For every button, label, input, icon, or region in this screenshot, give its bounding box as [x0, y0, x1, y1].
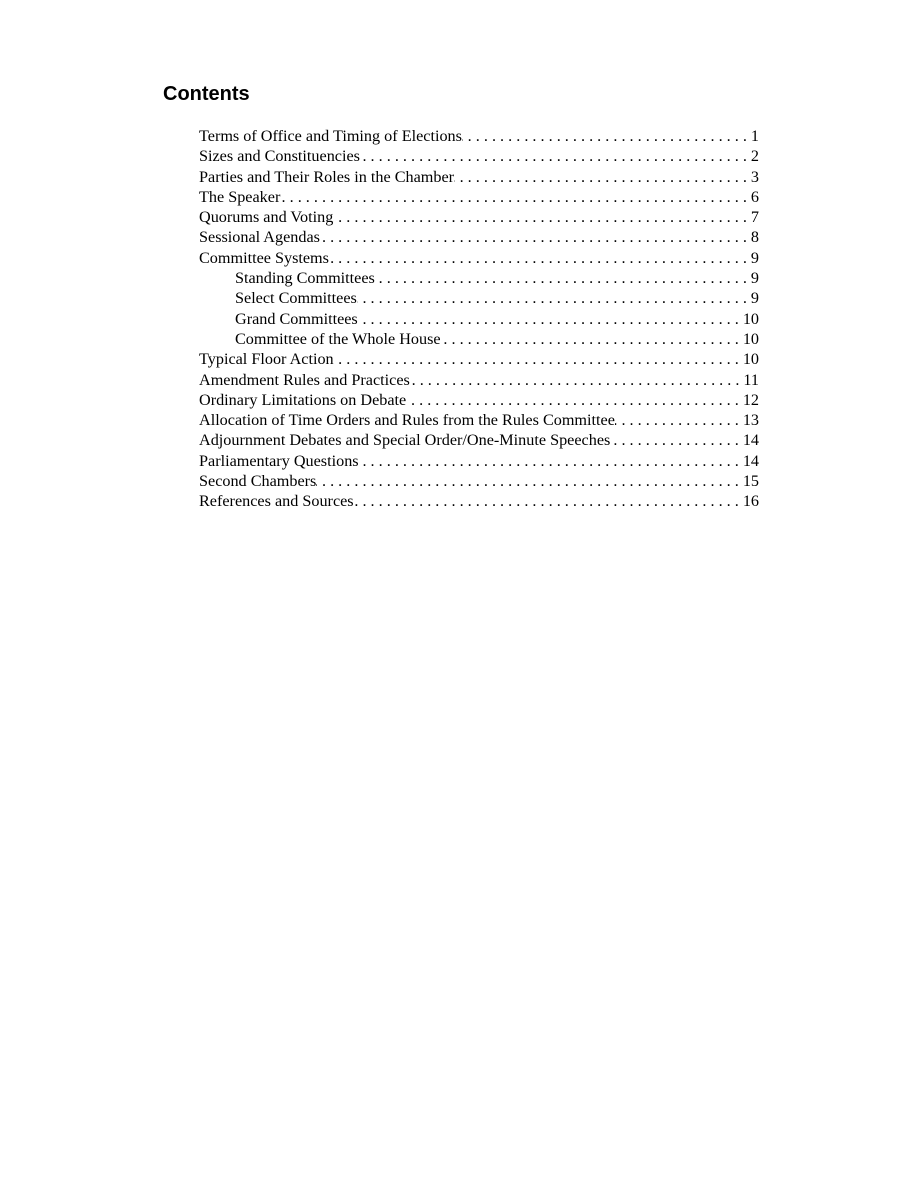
dot-leader [610, 430, 743, 450]
dot-leader [280, 187, 751, 207]
toc-entry[interactable] [199, 390, 759, 410]
dot-leader [462, 126, 751, 146]
toc-entry-title: Second Chambers [199, 472, 317, 491]
toc-entry-title: Standing Committees [235, 269, 375, 288]
dot-leader [334, 349, 743, 369]
toc-entry-title: Parliamentary Questions [199, 451, 359, 470]
dot-leader [329, 248, 751, 268]
toc-entry[interactable] [199, 207, 759, 227]
toc-entry[interactable] [199, 126, 759, 146]
dot-leader [375, 268, 751, 288]
toc-entry-title: Terms of Office and Timing of Elections [199, 127, 462, 145]
toc-entry[interactable] [199, 227, 759, 247]
toc-entry-title: Parties and Their Roles in the Chamber [199, 167, 455, 186]
dot-leader [357, 288, 751, 308]
toc-entry-title: Grand Committees [235, 309, 358, 328]
toc-entry-page: 9 [750, 289, 759, 308]
dot-leader [358, 309, 743, 329]
toc-entry[interactable] [199, 430, 759, 450]
toc-entry-page: 8 [750, 228, 759, 247]
toc-entry-page: 11 [743, 370, 759, 389]
dot-leader [441, 329, 743, 349]
contents-heading: Contents [163, 83, 250, 105]
toc-subentry[interactable] [199, 288, 759, 308]
toc-entry-title: Committee Systems [199, 248, 329, 267]
toc-entry[interactable] [199, 491, 759, 511]
toc-entry-page: 10 [742, 350, 759, 369]
toc-entry-title: References and Sources [199, 492, 354, 511]
toc-entry-page: 9 [750, 248, 759, 267]
dot-leader [354, 491, 743, 511]
toc-entry-title: Quorums and Voting [199, 208, 334, 227]
toc-entry-title: Sizes and Constituencies [199, 147, 360, 166]
toc-entry-page: 13 [742, 411, 759, 430]
toc-entry-page: 14 [742, 431, 759, 450]
toc-entry-page: 10 [742, 309, 759, 328]
toc-entry[interactable] [199, 471, 759, 491]
toc-entry-title: Ordinary Limitations on Debate [199, 390, 407, 409]
toc-entry[interactable] [199, 146, 759, 166]
toc-entry-title: Committee of the Whole House [235, 329, 441, 348]
table-of-contents [199, 126, 759, 512]
toc-subentry[interactable] [199, 329, 759, 349]
dot-leader [454, 167, 751, 187]
toc-entry-page: 15 [742, 472, 759, 491]
toc-entry-title: Typical Floor Action [199, 350, 334, 369]
toc-entry-title: Select Committees [235, 289, 357, 308]
toc-entry[interactable] [199, 248, 759, 268]
toc-entry-page: 2 [750, 147, 759, 166]
toc-subentry[interactable] [199, 268, 759, 288]
toc-entry[interactable] [199, 187, 759, 207]
toc-entry-title: Sessional Agendas [199, 228, 320, 247]
dot-leader [359, 451, 743, 471]
toc-entry-page: 1 [750, 127, 759, 145]
toc-entry-page: 6 [750, 187, 759, 206]
toc-entry-page: 16 [742, 492, 759, 511]
toc-entry-page: 3 [750, 167, 759, 186]
dot-leader [320, 227, 751, 247]
dot-leader [316, 471, 742, 491]
toc-entry-page: 9 [750, 269, 759, 288]
toc-entry-title: Allocation of Time Orders and Rules from the Rules Committee [199, 411, 615, 430]
dot-leader [360, 146, 751, 166]
toc-subentry[interactable] [199, 309, 759, 329]
dot-leader [410, 370, 744, 390]
toc-entry-title: Amendment Rules and Practices [199, 370, 410, 389]
dot-leader [333, 207, 751, 227]
dot-leader [615, 410, 743, 430]
toc-entry[interactable] [199, 370, 759, 390]
toc-entry[interactable] [199, 167, 759, 187]
toc-entry[interactable] [199, 410, 759, 430]
toc-entry[interactable] [199, 451, 759, 471]
toc-entry-title: Adjournment Debates and Special Order/One-Minute Speeches [199, 431, 611, 450]
toc-entry-page: 10 [742, 329, 759, 348]
dot-leader [406, 390, 743, 410]
toc-entry-title: The Speaker [199, 187, 281, 206]
toc-entry-page: 14 [742, 451, 759, 470]
toc-entry-page: 12 [742, 390, 759, 409]
toc-entry[interactable] [199, 349, 759, 369]
toc-entry-page: 7 [750, 208, 759, 227]
